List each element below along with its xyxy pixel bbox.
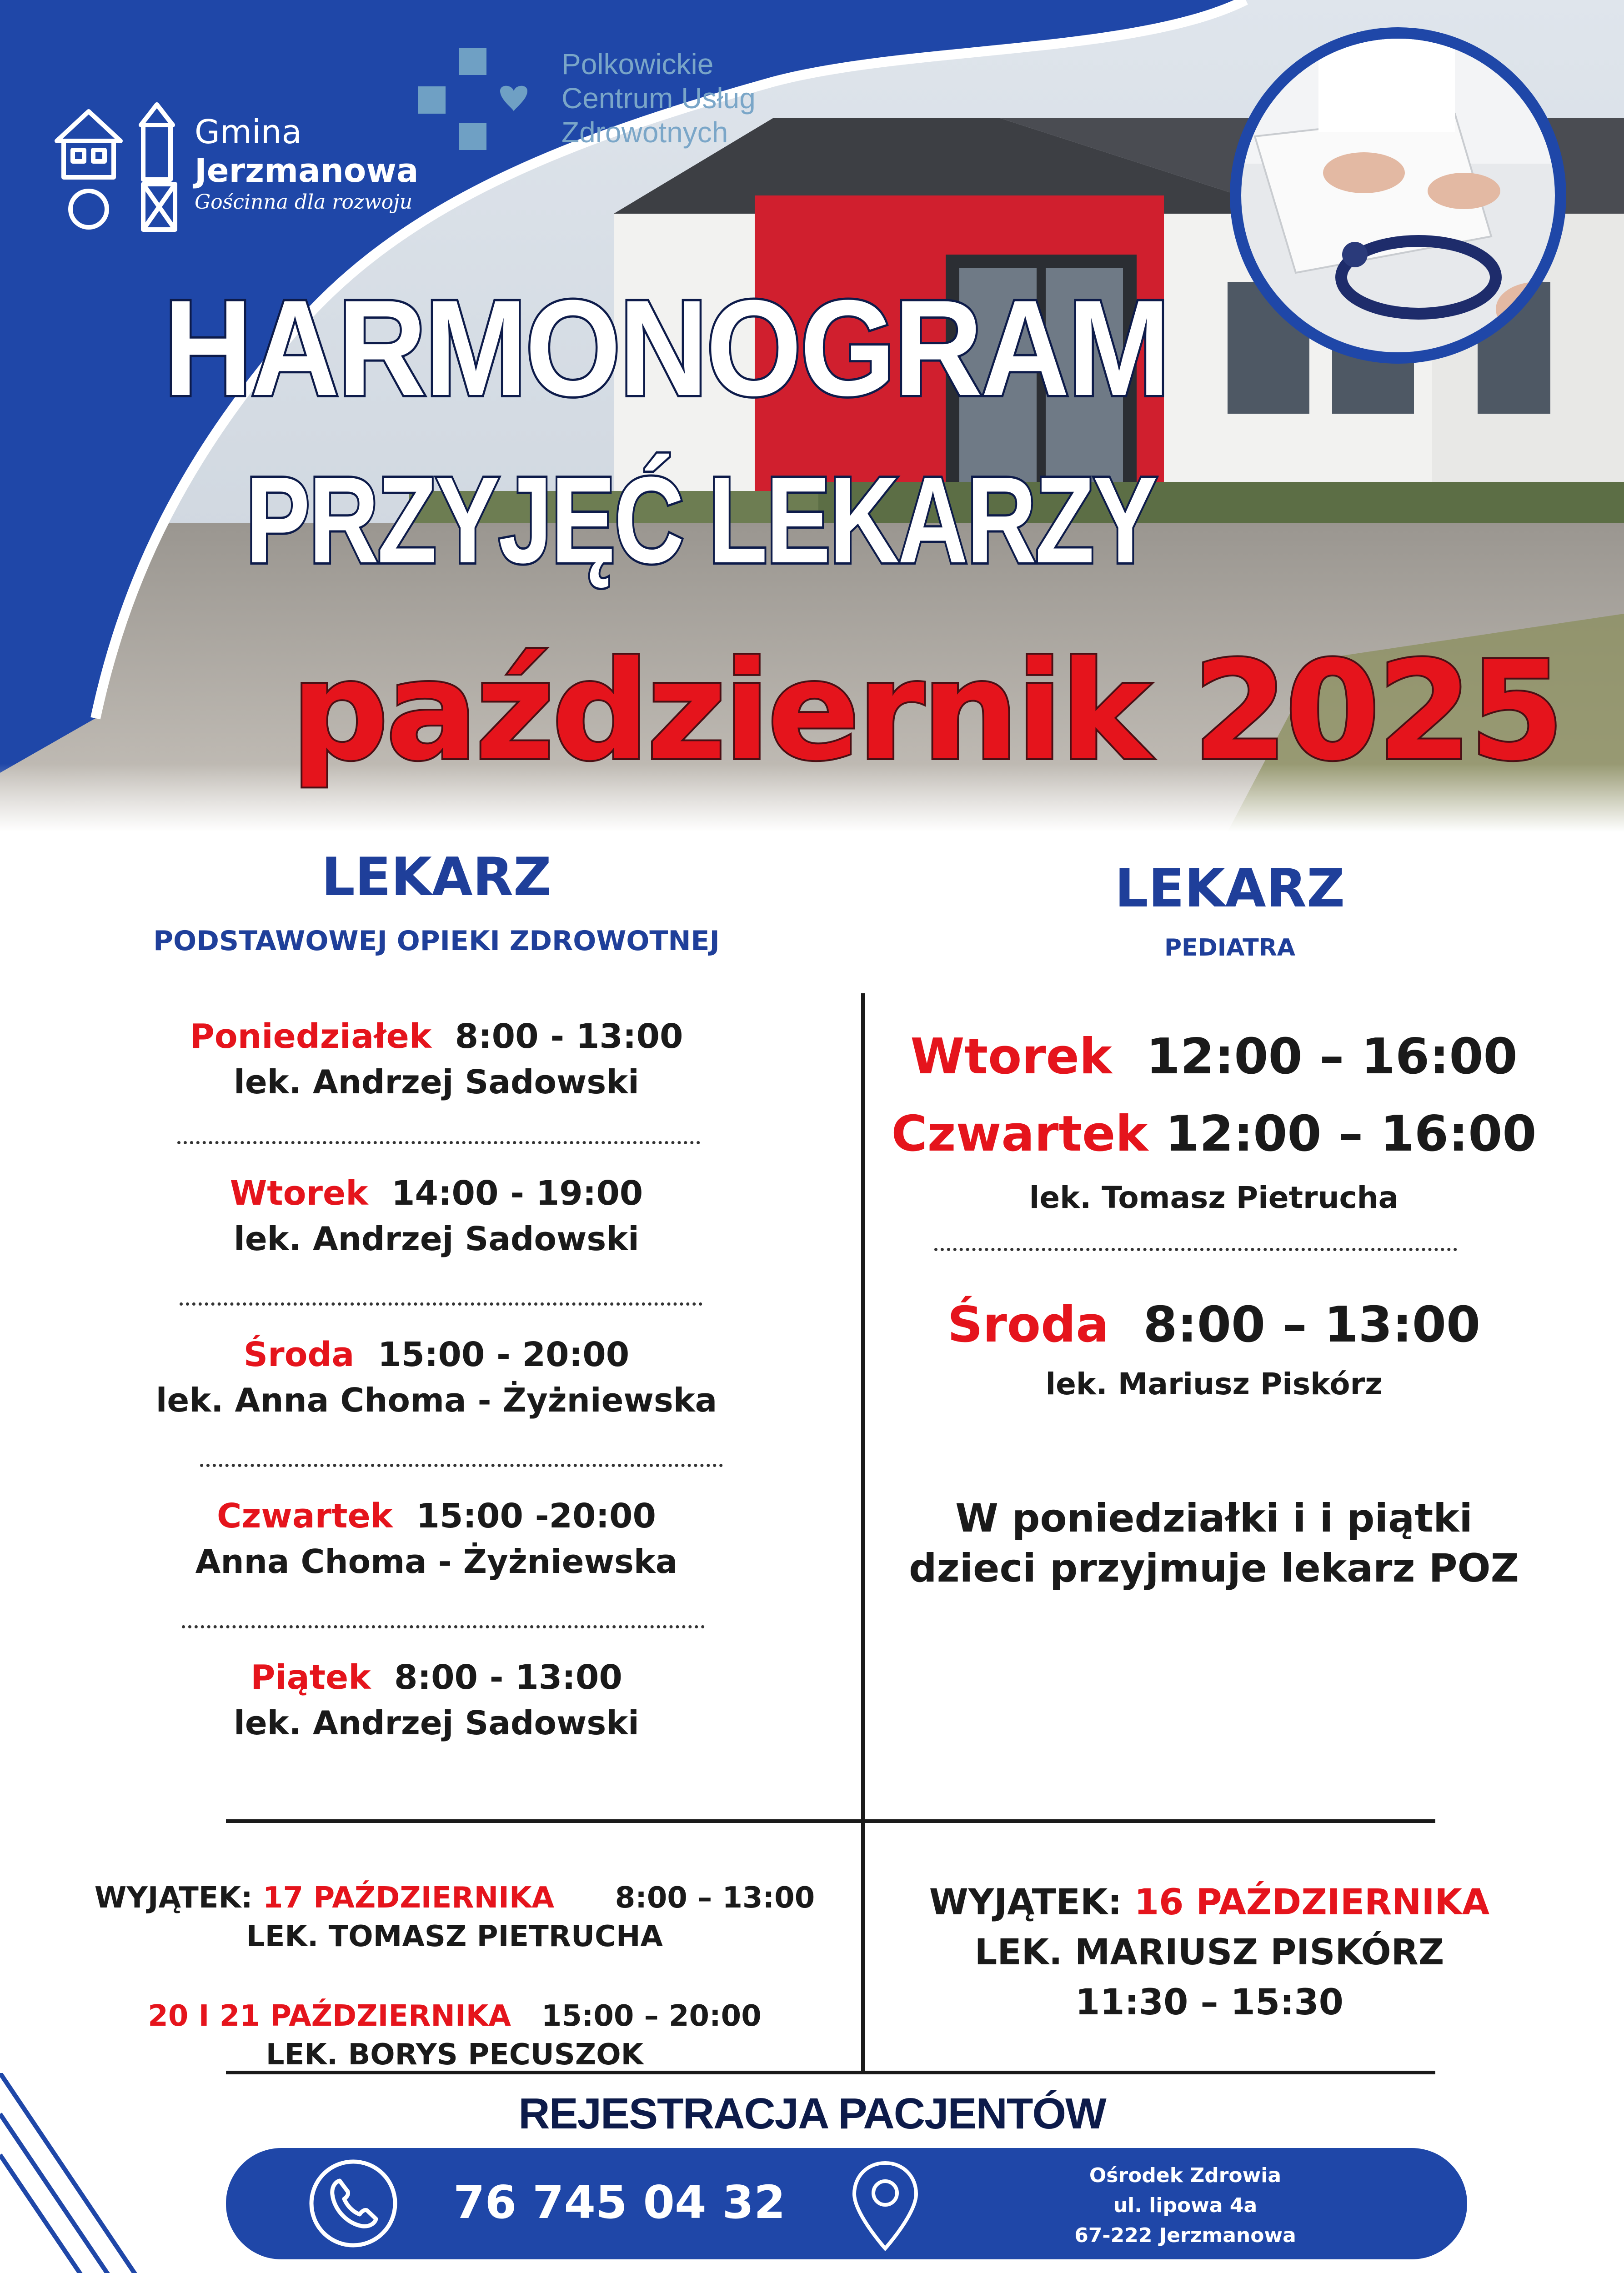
exception-label: WYJĄTEK: [94, 1881, 253, 1915]
exception-date: 17 PAŹDZIERNIKA [262, 1881, 555, 1915]
doctor-name: lek. Tomasz Pietrucha [1029, 1180, 1399, 1215]
schedule-entry [68, 1493, 805, 1584]
exception-date: 20 I 21 PAŹDZIERNIKA [148, 1999, 511, 2033]
pcuz-name-line2: Centrum Usług [561, 82, 756, 115]
day-label: Środa [243, 1335, 355, 1374]
hours-label: 15:00 -20:00 [416, 1497, 657, 1536]
exception-doctor: LEK. BORYS PECUSZOK [266, 2038, 644, 2072]
doctor-name: Anna Choma - Żyżniewska [195, 1542, 678, 1581]
hero-banner [0, 0, 1624, 832]
registration-heading: REJESTRACJA PACJENTÓW [518, 2089, 1106, 2138]
phone-number[interactable]: 76 745 04 32 [453, 2176, 786, 2229]
pcuz-logo-icon [418, 48, 527, 150]
right-subheading: PEDIATRA [1164, 934, 1296, 961]
gmina-tagline: Gościnna dla rozwoju [195, 190, 413, 214]
hours-label: 8:00 - 13:00 [394, 1658, 622, 1697]
day-label: Wtorek [230, 1174, 368, 1213]
exception-doctor: LEK. TOMASZ PIETRUCHA [246, 1920, 663, 1953]
dotted-separator [182, 1625, 705, 1628]
location-pin-icon [849, 2159, 922, 2253]
horizontal-divider-top [226, 1819, 1435, 1823]
hours-label: 15:00 - 20:00 [377, 1335, 630, 1374]
exception-hours: 15:00 – 20:00 [541, 1999, 762, 2033]
doctor-name: lek. Andrzej Sadowski [234, 1220, 639, 1258]
day-label: Piątek [251, 1658, 371, 1697]
day-label: Środa [947, 1297, 1109, 1353]
title-month: październik 2025 [291, 632, 1562, 791]
note-line1: W poniedziałki i i piątki [955, 1496, 1473, 1541]
address-line3: 67-222 Jerzmanowa [1074, 2224, 1296, 2247]
doctor-name: lek. Mariusz Piskórz [1045, 1367, 1383, 1402]
gmina-name-line2: Jerzmanowa [195, 151, 419, 190]
exception-doctor: LEK. MARIUSZ PISKÓRZ [974, 1932, 1444, 1973]
exception-label: WYJĄTEK: [929, 1882, 1122, 1923]
hours-label: 8:00 – 13:00 [1143, 1297, 1481, 1353]
note-line2: dzieci przyjmuje lekarz POZ [909, 1546, 1519, 1591]
left-subheading: PODSTAWOWEJ OPIEKI ZDROWOTNEJ [153, 925, 720, 957]
dotted-separator [180, 1302, 702, 1306]
gmina-name-line1: Gmina [195, 113, 302, 151]
exception-hours: 8:00 – 13:00 [615, 1881, 815, 1915]
decorative-lines [0, 2073, 164, 2273]
schedule-entry [68, 1655, 805, 1746]
exception-hours: 11:30 – 15:30 [1075, 1982, 1343, 2023]
dotted-separator [177, 1141, 700, 1144]
day-label: Czwartek [891, 1106, 1148, 1162]
left-exception [68, 1877, 841, 2073]
hours-label: 14:00 - 19:00 [391, 1174, 643, 1213]
registration-bar [226, 2148, 1467, 2259]
schedule-entry [68, 1014, 805, 1105]
title-line2: PRZYJĘĆ LEKARZY [246, 452, 1156, 589]
dotted-separator [934, 1248, 1457, 1251]
pediatric-note [868, 1493, 1559, 1593]
hours-label: 12:00 – 16:00 [1146, 1028, 1518, 1085]
doctor-name: lek. Andrzej Sadowski [234, 1704, 639, 1742]
pcuz-name-line1: Polkowickie [561, 48, 714, 80]
column-divider [861, 993, 865, 2071]
address-line1: Ośrodek Zdrowia [1089, 2164, 1282, 2187]
address-line2: ul. lipowa 4a [1113, 2194, 1258, 2217]
pediatric-entry [868, 1291, 1559, 1409]
right-exception [868, 1877, 1550, 2028]
schedule-entry [68, 1332, 805, 1423]
pcuz-name-line3: Zdrowotnych [561, 116, 728, 149]
dotted-separator [200, 1464, 723, 1467]
gmina-logo-icon [52, 98, 189, 234]
schedule-entry [68, 1171, 805, 1262]
exception-date: 16 PAŹDZIERNIKA [1134, 1882, 1490, 1923]
doctor-name: lek. Andrzej Sadowski [234, 1063, 639, 1101]
address-block [1058, 2161, 1313, 2251]
phone-icon[interactable] [308, 2158, 399, 2249]
day-label: Poniedziałek [190, 1017, 432, 1056]
pediatric-entries [868, 1018, 1559, 1223]
left-heading: LEKARZ [321, 846, 552, 908]
day-label: Wtorek [910, 1028, 1112, 1085]
right-heading: LEKARZ [1114, 858, 1345, 919]
doctor-name: lek. Anna Choma - Żyżniewska [155, 1381, 717, 1419]
hours-label: 12:00 – 16:00 [1165, 1106, 1537, 1162]
title-line1: HARMONOGRAM [164, 271, 1169, 424]
day-label: Czwartek [216, 1497, 393, 1536]
hours-label: 8:00 - 13:00 [455, 1017, 683, 1056]
